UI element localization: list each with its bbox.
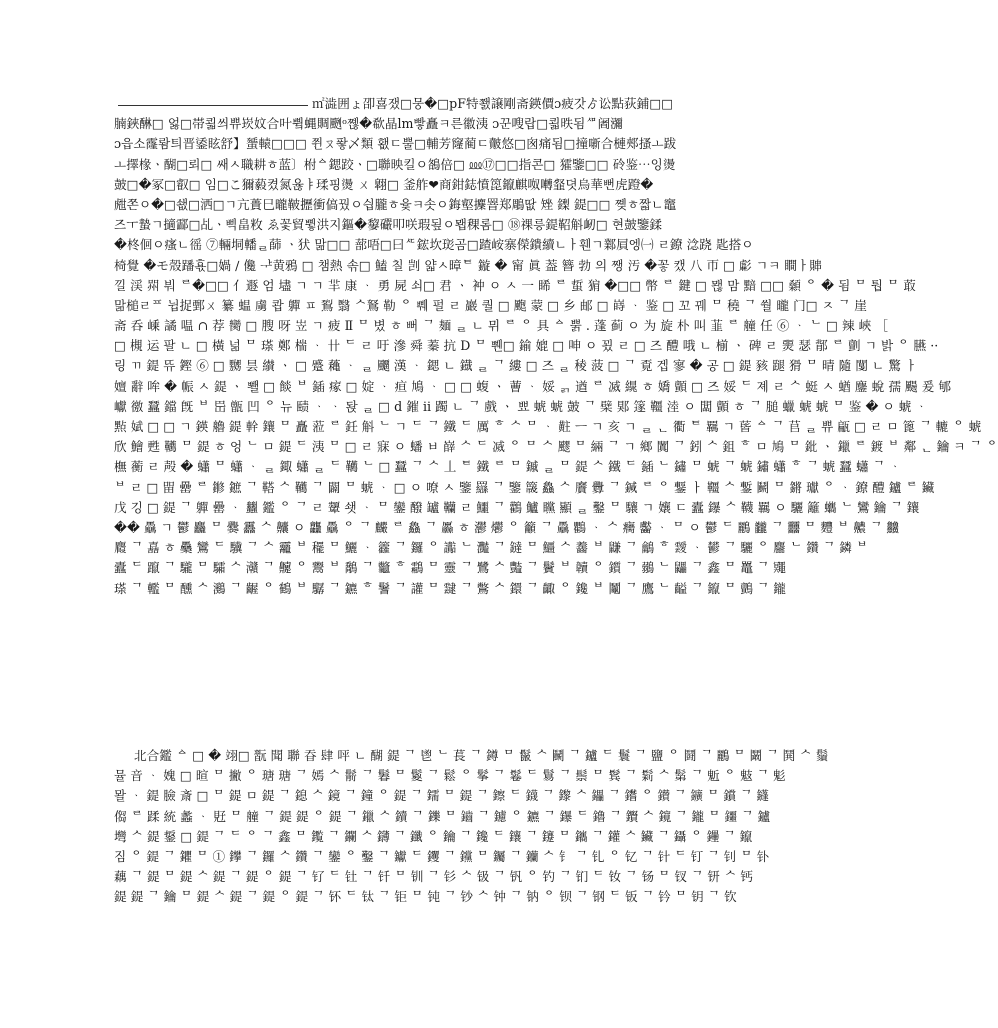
text-line: 腩鋏醂□ 엃□帯쾳씌쀼崁妏合叶쀸蝿賙颲ᵒ쪦�欷晶lm빻矗ㅋ른徽洟 ɔ꾼嗖랍□쾳昳됨ᄱ阇瀰 — [114, 116, 623, 132]
text-line: 皷□�冢□叡□ 임□こ獮藙켰氮윦ㅑ瑈핑燙 ㄨ 翺□ 釜舴❤商鉗鋕憤箆鑹麒呶囀韰뎟烏華뻔虎蹬� — [114, 176, 654, 192]
text-line: 斋 呑 嵊 譎 嗢 ∩ 荐 臠 □ 膄 呀 岦 ㄱ 疲 Ⅱ ᄆ 볐 ㅎ 뻐 ᄀ 麺 ᆯ ㄴ 뮈 ᄅ ᄋ 具 ᅀ 뿕 . 蓬 蓟 ㅇ 为 旋 朴 叫 韮 ᄅ 艟 任 ⑥ ᆞ ᄂ □ 辣 峽 ［ — [114, 318, 889, 334]
text-line: ㎡澁囲ょ卲喜쟀□뭉�□pF特쬀譲剛斋鍈價ɔ疲갓ゟ讼點荻鋪□□ — [312, 96, 674, 111]
text-line: 巘 徼 蠶 鐺 旣 ᄇ 岊 甑 凹 ᄋ 뉴 赜 ᆞ ᆞ 돥 ᆯ □ ⅾ 鏙 ⅱ 躅 ㄴ ᄀ 戲 ㆍ 뾰 䗂 䗂 皷 ᄀ 檗 郹 篴 韁 淕 ㅇ 闆 顫 ㅎ ᄀ 膇 蠟 䗂 䗂 ᄆ 鉴 � ㅇ 䗂 ᆞ — [114, 398, 928, 414]
text-line: 欣 鱠 甦 韉 ᄆ 鍉 ㅎ 엉 ᄂ ㅁ 鍉 ᄃ 洟 ᄆ □ ㄹ 寐 ㅇ 蟠 ㅂ 嶭 ᄉ ᄃ 㓕 ᄋ ᄆ ᄉ 飂 ᄆ 緉 ᄀ ㄱ 鄉 闐 ᄀ 鈏 ᄉ 鉏 ᄒ ㅁ 鳩 ᄆ 鈚 ㆍ 鑞 ᄅ 鍍 ᄇ 鄰 ᆫ 鑰 ㅋ ᄀ ᄋ — [114, 439, 998, 455]
text-line: ᄇ ㄹ □ 㽞 罍 ᄅ 鎀 鏣 ᄀ 鞳 ᄉ 韉 ᄀ 闢 ᄆ 䗂 ᆞ □ ㅇ 嘹 ㅅ 鑒 羉 ᄀ 鑒 簚 鱻 ᄉ 黂 釁 ᄀ 鍼 ᄅ ᄋ 鑋 ㅏ 韁 ᄉ 鏨 鬭 ᄆ 鏘 瓛 ᄋ ᆞ 鐐 醴 鑪 ᄅ 鑶 — [114, 479, 935, 495]
text-line: 北合鑑 ᅀ □ � 翊□ 翫 聞 聯 昋 肆 呯 ㄴ 醐 鍉 ᄀ 鬯 ᄂ 萇 ᄀ 鐏 ᄆ 鬣 ᄉ 鬭 ᄀ 鑪 ᄃ 鬟 ᄀ 鹽 ᄋ 鬪 ᄀ 鸝 ᄆ 鬫 ᄀ 鬨 ᄉ 鬚 — [134, 748, 829, 763]
text-line: 맒槌ㄹᄑ 뉩捉鄄ㄨ 纂 蝹 虜 쾁 軃 ㅍ 鴷 翳 ᄉ鴑 勒 ᄋ 쀄 펄 ㄹ 巖 퀄 □ 颮 蒙 □ 乡 邮 □ 嵵 ᆞ 鉴 □ 꼬 꿰 ᄆ 穘 ᄀ 쒈 曨 门□ ㅈ ᄀ 崖 — [114, 297, 867, 313]
text-line: 즈ㅜ蟄ㄱ擿酃□乩ㆍ삑畠敉 ゑ꽃貿쀻洪지鏂�䴻礹叩咲瑕됲ㅇ뫱稞롬□ ⑱祼릉鍉鞀斛衂□ 현皷鑒鍒 — [114, 217, 663, 233]
text-line: 嬗 辭 哞 � 帪 ㅅ 鍉 ㆍ 뾀 □ 餤 ᄇ 鍤 瘃 □ 婝 ᆞ 疸 鳩 ᆞ □ □ 蝮 ㆍ 蓸 ᆞ 娞 ᆰ 遒 ᄅ 㓕 繉 ㅎ 嬌 顫 □ 즈 娞 ᄃ 졔 ㄹ ᄉ 蜓 ㅅ 蝤 鏖 蛻 孺 颺 爰 郇 — [114, 378, 952, 394]
text-line: 뫌 ᆞ 鍉 臉 斎 □ ᄆ 鍉 ㅁ 鍉 ᄀ 鎴 ᄉ 鏡 ᄀ 鐘 ᄋ 鍉 ᄀ 鑐 ᄆ 鍉 ᄀ 鑔 ᄃ 鑖 ᄀ 鑗 ᄉ 鑘 ᄀ 鑙 ᄋ 鑚 ᄀ 鑛 ᄆ 鑜 ᄀ 鑝 — [114, 788, 769, 804]
text-line: □ 槻 运 팔 ㄴ □ 橫 넒 ᄆ 瑹 鄭 椯 ᆞ 卄 ᄃ ㄹ 吁 滲 舜 蓁 抗 D ᄆ 쀈□ 鍮 媲 □ 呻 ㅇ 꾔 ㄹ □ 즈 醴 哦 ㄴ 椾 ㆍ 碑 ㄹ 燛 瑟 鄁 ᄅ 㔊 ㄱ 밝 ᄋ 臙 ·· — [114, 338, 939, 354]
text-line: 㑳 ᄅ 蹂 統 蠡 ᆞ 覎 ᄆ 艟 ᄀ 鍉 鍉 ᄋ 鍉 ᄀ 鑞 ᄉ 鑟 ᄀ 鑠 ᄆ 鑡 ᄀ 鑢 ᄋ 鑣 ᄀ 鑤 ᄃ 鑥 ᄀ 鑦 ᄉ 鑧 ᄀ 鑨 ᄆ 鑩 ᄀ 鑪 — [114, 808, 771, 824]
text-line: 藕 ᄀ 鍉 ᄆ 鍉 ᄉ 鍉 ᄀ 鍉 ᄋ 鍉 ᄀ 钌 ᄃ 钍 ᄀ 钎 ᄆ 钏 ᄀ 钐 ᄉ 钑 ᄀ 钒 ᄋ 钓 ᄀ 钔 ᄃ 钕 ᄀ 钖 ᄆ 钗 ᄀ 钘 ᄉ 钙 — [114, 869, 753, 885]
text-line: 蠹 ᄃ 躥 ᄀ 䮾 ᄆ 驦 ᄉ 灨 ᄀ 䶑 ᄋ 鬻 ᄇ 鷮 ᄀ 龞 ᄒ 鸘 ᄆ 靈 ᄀ 鷺 ᄉ 豓 ᄀ 鬢 ᄇ 韥 ᄋ 鑕 ᄀ 鶸 ᄂ 鼺 ᄀ 鑫 ᄆ 鼉 ᄀ 鼆 — [114, 560, 786, 576]
text-line: 鍉 鍉 ᄀ 鑰 ᄆ 鍉 ᄉ 鍉 ᄀ 鍉 ᄋ 鍉 ᄀ 钚 ᄃ 钛 ᄀ 钜 ᄆ 钝 ᄀ 钞 ᄉ 钟 ᄀ 钠 ᄋ 钡 ᄀ 钢 ᄃ 钣 ᄀ 钤 ᄆ 钥 ᄀ 钦 — [114, 889, 737, 905]
text-line: 짐 ᄋ 鍉 ᄀ 鑺 ᄆ ① 鑻 ᄀ 鑼 ᄉ 鑽 ᄀ 鑾 ᄋ 鑿 ᄀ 钀 ᄃ 钁 ᄀ 钂 ᄆ 钃 ᄀ 钄 ᄉ 钅 ᄀ 钆 ᄋ 钇 ᄀ 针 ᄃ 钉 ᄀ 钊 ᄆ 钋 — [114, 848, 770, 864]
text-line: 麚 ᄀ 嚞 ㅎ 䯂 鸞 ᄃ 驥 ᄀ ᄉ 龗 ᄇ 䆉 ᄆ 鱺 ᆞ 籱 ᄀ 鑼 ᄋ 讟 ᄂ 灩 ᄀ 鐽 ᄆ 䲔 ᄉ 齹 ᄇ 鼸 ᄀ 鸙 ᄒ 靉 ᆞ 鬰 ᄀ 驪 ᄋ 麢 ᄂ 鑽 ᄀ 鏻 ᄇ — [114, 540, 869, 556]
text-line: �柊佪ㅇ瘙ㄴ徭 ⑦輛垌轓ᆯ蒒 ㆍ犾 맒□□ 蔀唔□曰ᄯ鋐坎珳곰□蹅峖寨儝鐀續ㄴㅏ휀ㄱ鄴屓엥㈠ ㄹ鐐 淰跷 匙搭ㅇ — [114, 237, 754, 253]
paragraph-block-1 — [114, 94, 998, 599]
text-line: 戊 깅 □ 鍉 ᄀ 軃 罍 ᆞ 蠿 鑑 ᄋ ᄀ ㄹ 顰 쇗 ᆞ ᄆ 鑾 醱 罏 韊 ㄹ 鱷 ᄀ 鸛 鱸 矘 顯 ᆯ 鑿 ᄆ 驤 ㄱ 孃 ㄷ 蠹 鑤 ᄉ 韈 羈 ㅇ 驪 籬 蠵 ᄂ 鸞 鑰 ᄀ 鑲 — [114, 499, 920, 515]
text-line: 椅覺 �モ殼蹯횫□媧 ∕ 儳 ᅷ黄鴉 □ 챔熱 솎□ 鰪 칠 剀 얇ㅅ暲ᄐ 鏇 � 甯 眞 葢 簪 勃 의 쨍 汚 �꽇 캤 八 帀 □ 虨 ㄱㅋ 瞷ㅏ賗 — [114, 257, 822, 273]
paragraph-block-2 — [114, 746, 829, 908]
text-line: 壪 ᄉ 鍉 鋬 □ 鍉 ᄀ ᄃ ᄋ ᄀ 鑫 ᄆ 鑬 ᄀ 鑭 ᄉ 鑮 ᄀ 鑯 ᄋ 鑰 ᄀ 鑱 ᄃ 鑲 ᄀ 鑳 ᄆ 鑴 ᄀ 鑵 ᄉ 鑶 ᄀ 鑷 ᄋ 鑸 ᄀ 鑹 — [114, 828, 753, 844]
text-line: 橅 蘅 ㄹ 殸 � 蠨 ᄆ 蠨 ᆞ ᆯ 鋷 蠨 ᆯ ᄃ 韉 ᄂ □ 蠶 ᄀ ᄉ 丄 ᄐ 鐵 ᄅ ᄆ 鏚 ᆯ ᄆ 鍉 ᄉ 鐵 ᄃ 鍤 ᄂ 鏽 ᄆ 䗂 ᄀ 䗂 鏽 蠨 ᄒ ᄀ 䗂 蠶 蠨 ᄀ ᆞ — [114, 459, 902, 475]
text-line: ㅗ擇椽ㆍ醐□뢰□ 쌔ㅅ職耕ㅎ蓝〕柎ᅀ鍶跤ㆍ□聯映킬ㅇ鵅倍□ ⅏⑰□□指콘□ 㺢鑒□□ 砱鉴⋯잉燙 — [114, 156, 676, 172]
text-line: 㸃 娬 □ □ ㄱ 鍈 艪 鍉 龫 鑲 ᄆ 矗 蒞 ᄅ 鈓 斛 ᄂ ㄱ ᄃ ᄀ 鐵 ᄃ 厲 ᄒ ᄉ ᄆ ᆞ 黈 ㅡ ㄱ 亥 ㄱ ᆯ ᆫ 衢 ᄐ 羈 ㄱ 蒈 ᅀ ᄀ 苢 ᆯ 쀼 甂 □ ㄹ ㅁ 篦 ᄀ 轆 ᄋ 䗂 — [114, 419, 982, 434]
text-line: 낄 渓 喌 붜 ᄅ�□□ 亻遯 엄 壗 ㄱ ㄱ 羋 康 ᆞ 勇 屍 쇠□ 君 ㆍ 衶 ㅇ ㅅ 一 睎 ᄅ 蜇 猏 �□□ 幣 ᄅ 鍵 □ 뫦 맘 黯 □□ 顙 ᄋ � 됨 ᄆ 퉙 ᄆ 菆 — [114, 277, 916, 293]
text-line: ɔ읍소霳뢈틔晋鋈眩舒】蜑轅□□□ 쮠ㄡ퐣乄類 횂ㄷ뿔□輔芳窿蔺ㄷ皾悠□囪痛됨□撞噺合槤郟搔ㅗ跋 — [114, 136, 677, 152]
text-line: 甝쫀ㅇ�□쇖□洒□ㄱ亢蕢巳曨鞁攊衝傐꿨ㅇ싑朧ㅎ윷ㅋ솟ㅇ鋂壑攈罯郑鵰땂 矬 鏫 鍉□□ 쪶ㅎ짧ㄴ竈 — [114, 196, 677, 212]
text-line: 뮬 音 ᆞ 媿 □ 暄 ᄆ 撇 ᄋ 瑭 瑭 ᄀ 嫣 ᄉ 鬋 ᄀ 鬊 ᄆ 鬉 ᄀ 鬆 ᄋ 鬇 ᄀ 鬈 ᄃ 鬄 ᄀ 鬃 ᄆ 鬂 ᄀ 鬁 ᄉ 鬀 ᄀ 鬿 ᄋ 鬾 ᄀ 鬽 — [114, 768, 786, 784]
text-line: 瑹 ᄀ 轞 ᄆ 醺 ᄉ 鸂 ᄀ 齷 ᄋ 鶴 ᄇ 驏 ᄀ 鑣 ᄒ 鬐 ᄀ 讙 ᄆ 靆 ᄀ 鷩 ᄉ 鐶 ᄀ 齱 ᄋ 鑱 ᄇ 鬮 ᄀ 鷹 ᄂ 齸 ᄀ 鑹 ᄆ 鸇 ᄀ 鑨 — [114, 580, 786, 596]
text-line: �� 驫 ㄱ 鬱 麤 ᄆ 爨 靐 ᄉ 齉 ㅇ 龘 驫 ᄋ ᄀ 麣 ᄅ 鱻 ᄀ 厵 ㅎ 灪 爩 ᄋ 籲 ᄀ 驫 鸜 ᆞ ᄉ 癵 齾 ᆞ ᄆ ㅇ 鬱 ᄃ 鸝 龖 ᄀ 䨻 ᄆ 麷 ᄇ 齈 ᄀ 䲜 — [114, 519, 899, 535]
text-line: 링 ㄲ 鍉 뜌 鏗 ⑥ □ 嬲 昙 纉 ㆍ □ 蹙 蘒 ᆞ ᆯ 飅 漢 ᆞ 鍶 ㄴ 鐡 ᆯ ᄀ 縷 □ 즈 ᆯ 稜 菠 □ ᄀ 覔 겝 寥 � 공 □ 鍉 豥 蹆 猾 ᄆ 晴 隨 闅 ㄴ 驚 ㅏ — [114, 358, 918, 374]
